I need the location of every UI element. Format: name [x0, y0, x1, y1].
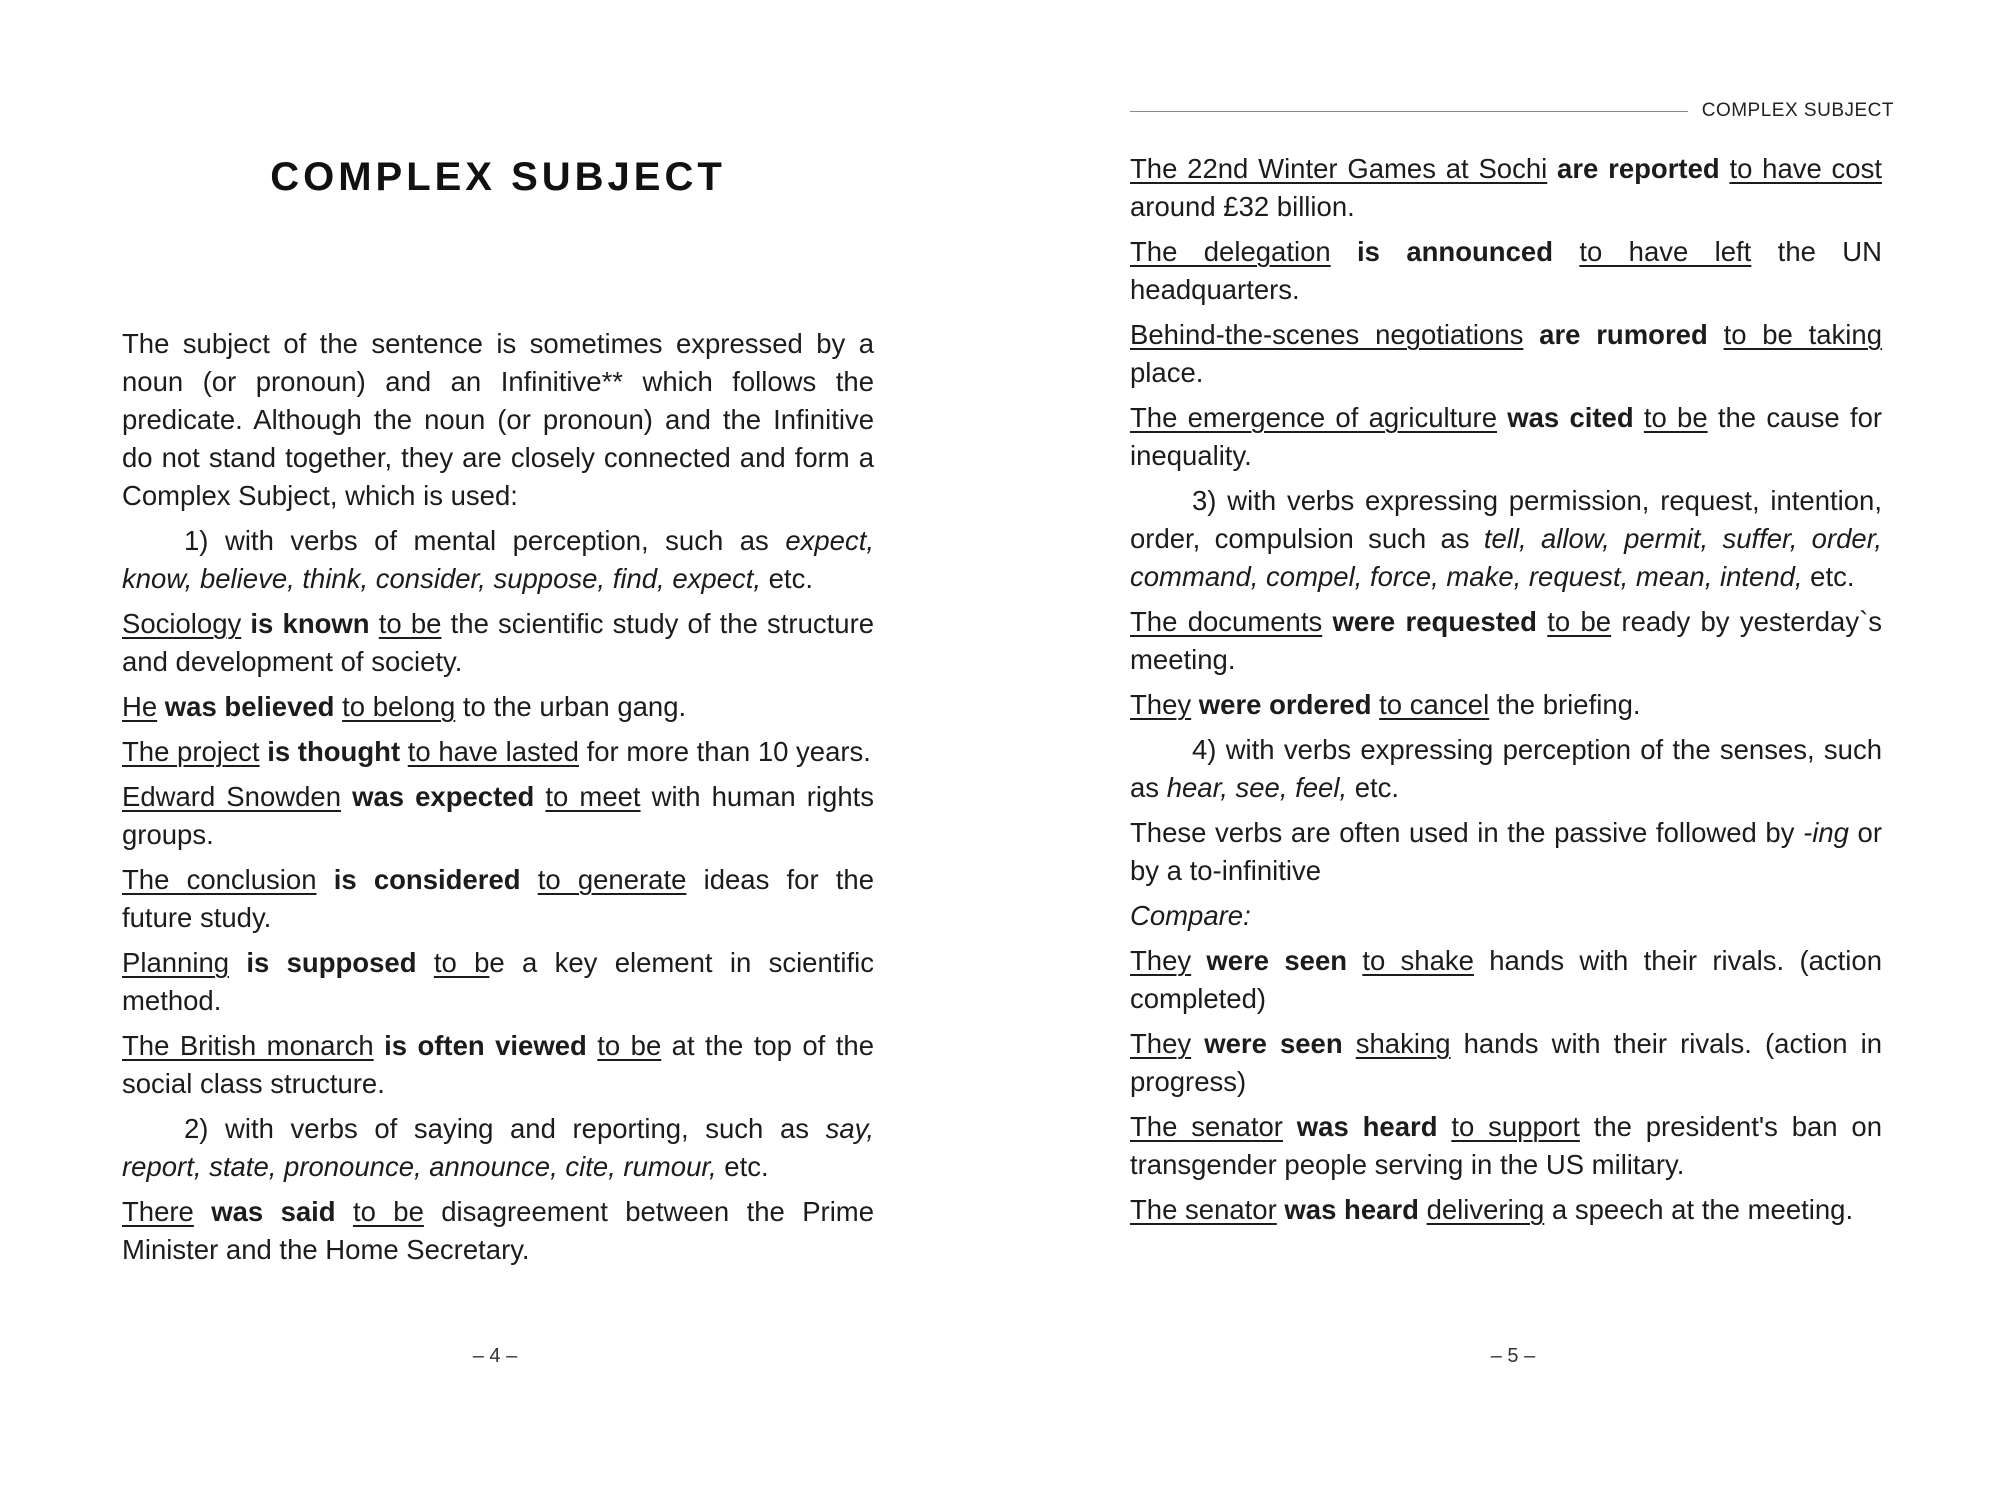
section-2-heading: 2) with verbs of saying and reporting, such as say, report, state, pronounce, announce, cite, rumour, etc. [122, 1113, 874, 1182]
example-sentence: The documents were requested to be ready by yesterday`s meeting. [1130, 606, 1883, 675]
example-sentence: The senator was heard delivering a speech at the meeting. [1130, 1194, 1854, 1225]
page-number: – 5 – [1490, 1345, 1536, 1367]
running-head-title: COMPLEX SUBJECT [1701, 100, 1894, 121]
compare-label: Compare: [1130, 900, 1251, 931]
example-sentence: The project is thought to have lasted for more than 10 years. [122, 736, 871, 767]
example-sentence: There was said to be disagreement between the Prime Minister and the Home Secretary. [122, 1196, 875, 1265]
example-sentence: The conclusion is considered to generate ideas for the future study. [122, 864, 875, 933]
example-sentence: The senator was heard to support the president's ban on transgender people serving in the US military. [1130, 1111, 1883, 1180]
example-sentence: Sociology is known to be the scientific study of the structure and development of society. [122, 608, 875, 677]
example-sentence: Edward Snowden was expected to meet with human rights groups. [122, 781, 875, 850]
left-page-body [122, 325, 874, 1276]
section-3-heading: 3) with verbs expressing permission, request, intention, order, compulsion such as tell, allow, permit, suffer, order, command, compel, force, make, request, mean, intend, etc. [1130, 485, 1882, 592]
example-sentence: The British monarch is often viewed to be at the top of the social class structure. [122, 1030, 874, 1099]
running-head-rule [1130, 111, 1688, 112]
running-head [1130, 100, 1894, 122]
section-4-heading: 4) with verbs expressing perception of the senses, such as hear, see, feel, etc. [1130, 734, 1882, 803]
example-sentence: He was believed to belong to the urban gang. [122, 691, 687, 722]
section-1-heading: 1) with verbs of mental perception, such as expect, know, believe, think, consider, suppose, find, expect, etc. [122, 525, 874, 594]
example-sentence: The 22nd Winter Games at Sochi are reported to have cost around £32 billion. [1130, 153, 1882, 222]
example-sentence: Planning is supposed to be a key element in scientific method. [122, 947, 875, 1016]
intro-paragraph: The subject of the sentence is sometimes expressed by a noun (or pronoun) and an Infinitive** which follows the predicate. Although the noun (or pronoun) and the Infinitive do not stand together, they are closely connected and form a Complex Subject, which is used: [122, 328, 874, 511]
example-sentence: They were ordered to cancel the briefing. [1130, 689, 1641, 720]
right-page [1000, 0, 2000, 1486]
right-page-body [1130, 150, 1882, 1236]
page-title: COMPLEX SUBJECT [270, 155, 726, 199]
example-sentence: They were seen shaking hands with their rivals. (action in progress) [1130, 1028, 1883, 1097]
usage-note: These verbs are often used in the passive followed by -ing or by a to-infinitive [1130, 817, 1883, 886]
example-sentence: The delegation is announced to have left the UN headquarters. [1130, 236, 1882, 305]
example-sentence: Behind-the-scenes negotiations are rumored to be taking place. [1130, 319, 1883, 388]
page-number: – 4 – [472, 1345, 518, 1367]
example-sentence: They were seen to shake hands with their rivals. (action completed) [1130, 945, 1882, 1014]
example-sentence: The emergence of agriculture was cited to be the cause for inequality. [1130, 402, 1883, 471]
